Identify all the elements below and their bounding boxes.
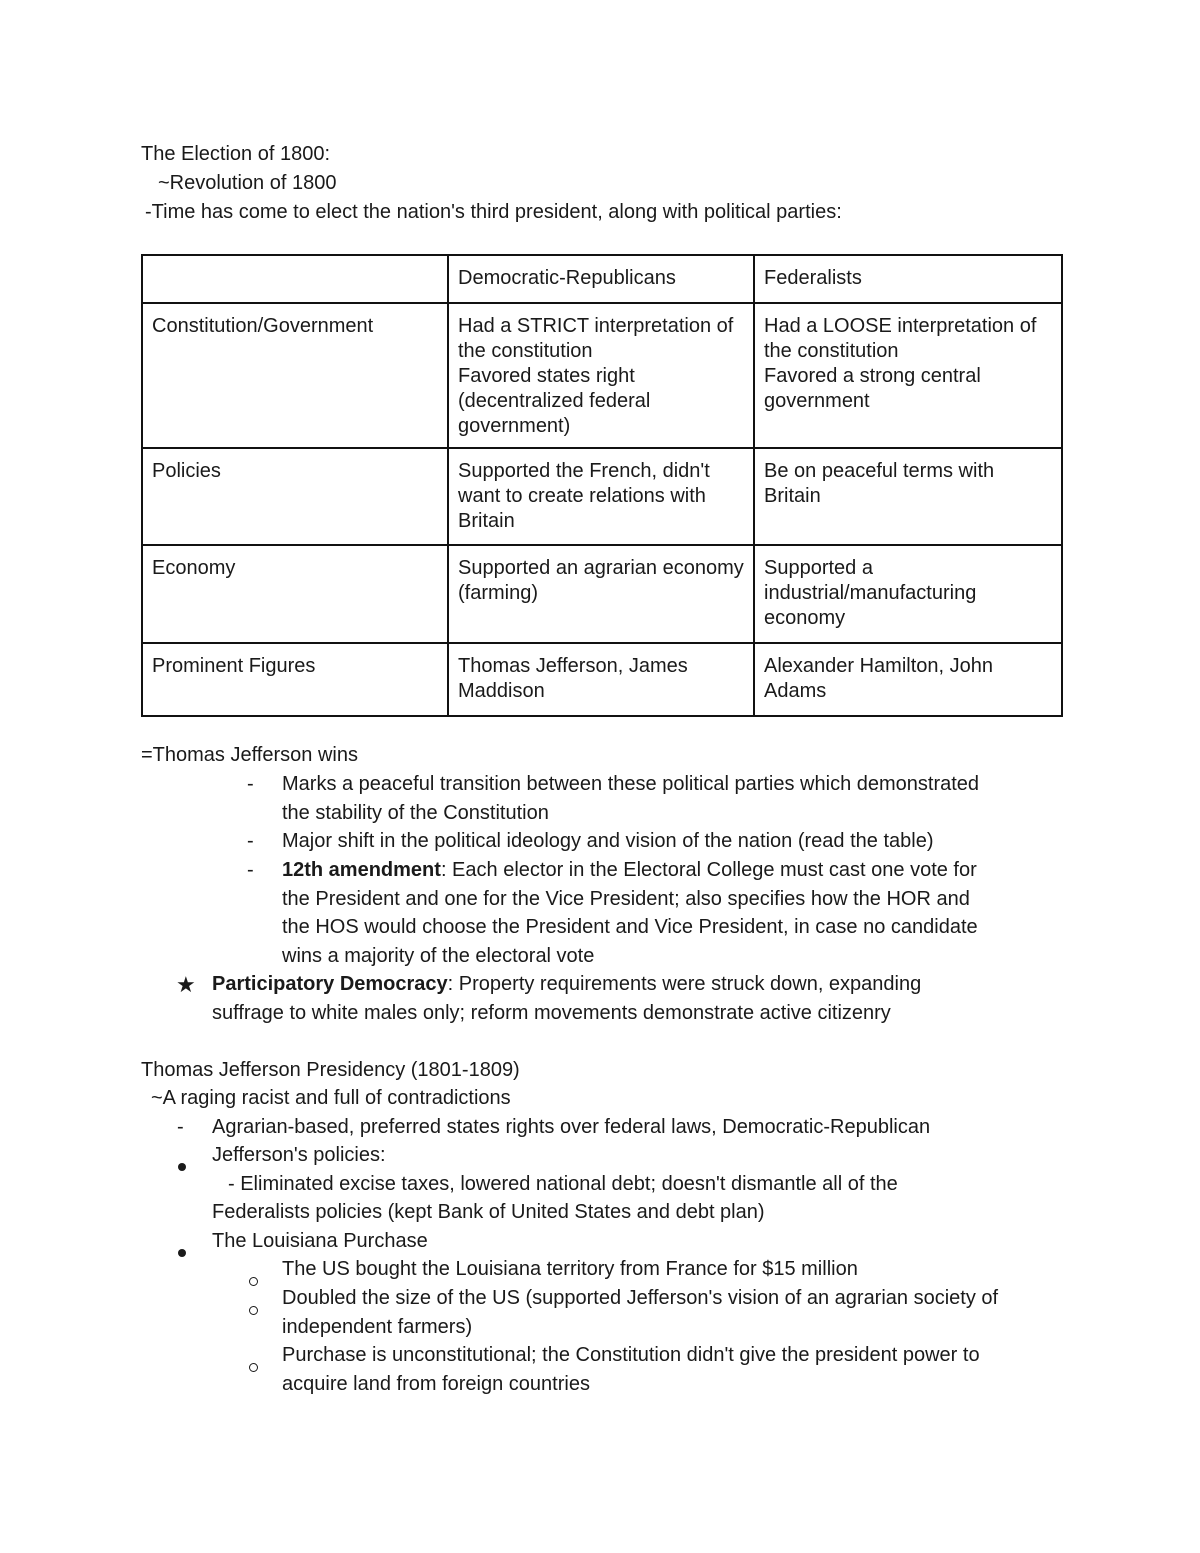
header-cell-empty — [142, 255, 448, 303]
bullet-circle-icon — [249, 1295, 258, 1324]
row-label: Prominent Figures — [142, 643, 448, 716]
table-row-constitution — [142, 303, 1062, 448]
cell-dr — [448, 545, 754, 643]
cell-fed — [754, 303, 1062, 448]
louisiana-sub-3-line-1: Purchase is unconstitutional; the Constitution didn't give the president power to — [282, 1344, 980, 1366]
wins-bullet-2: Major shift in the political ideology and vision of the nation (read the table) — [282, 830, 934, 852]
cell-line: Favored states right (decentralized federal government) — [458, 365, 651, 437]
cell-line: Be on peaceful terms with Britain — [764, 460, 995, 507]
cell-fed — [754, 545, 1062, 643]
wins-bullet-1-line-2: the stability of the Constitution — [282, 802, 549, 824]
wins-bullet-1-line-1: Marks a peaceful transition between these political parties which demonstrated — [282, 773, 980, 795]
party-comparison-table — [141, 254, 1063, 717]
wins-bullet-3-line-2: the President and one for the Vice President; also specifies how the HOR and — [282, 888, 970, 910]
table-header-row — [142, 255, 1062, 303]
wins-bullet-3-line-1 — [282, 856, 977, 885]
dash-bullet: - — [177, 1116, 184, 1138]
participatory-democracy-term: Participatory Democracy — [212, 973, 448, 995]
header-cell-democratic-republicans: Democratic-Republicans — [448, 255, 754, 303]
presidency-bullet-2: Jefferson's policies: — [212, 1144, 386, 1166]
wins-heading: =Thomas Jefferson wins — [141, 744, 358, 766]
presidency-bullet-1: Agrarian-based, preferred states rights over federal laws, Democratic-Republican — [212, 1116, 931, 1138]
amendment-text: : Each elector in the Electoral College must cast one vote for — [440, 859, 977, 881]
section-subtitle-revolution: ~Revolution of 1800 — [158, 172, 337, 194]
cell-line: Had a LOOSE interpretation of the constitution — [764, 315, 1037, 362]
amendment-term: 12th amendment — [282, 859, 441, 881]
bullet-circle-icon — [249, 1266, 258, 1295]
policies-sub-line-1: - Eliminated excise taxes, lowered national debt; doesn't dismantle all of the — [228, 1173, 898, 1195]
bullet-dot-icon — [178, 1237, 186, 1266]
participatory-democracy-text: : Property requirements were struck down, expanding — [447, 973, 922, 995]
section-title-election: The Election of 1800: — [141, 143, 331, 165]
section-subtitle-presidency: ~A raging racist and full of contradictions — [151, 1087, 511, 1109]
cell-line: Alexander Hamilton, John Adams — [764, 655, 994, 702]
row-label: Policies — [142, 448, 448, 545]
table-row-prominent-figures — [142, 643, 1062, 716]
star-icon: ★ — [176, 972, 196, 997]
wins-bullet-3-line-4: wins a majority of the electoral vote — [282, 945, 595, 967]
cell-line: Thomas Jefferson, James Maddison — [458, 655, 688, 702]
cell-dr — [448, 643, 754, 716]
presidency-bullet-3: The Louisiana Purchase — [212, 1230, 428, 1252]
bullet-dot-icon — [178, 1151, 186, 1180]
cell-line: Supported the French, didn't want to create relations with Britain — [458, 460, 710, 532]
bullet-circle-icon — [249, 1352, 258, 1381]
louisiana-sub-2-line-1: Doubled the size of the US (supported Jefferson's vision of an agrarian society of — [282, 1287, 999, 1309]
cell-line: Supported a industrial/manufacturing economy — [764, 557, 977, 629]
section-title-presidency: Thomas Jefferson Presidency (1801-1809) — [141, 1059, 520, 1081]
row-label: Constitution/Government — [142, 303, 448, 448]
cell-fed — [754, 448, 1062, 545]
header-cell-federalists: Federalists — [754, 255, 1062, 303]
table-row-economy — [142, 545, 1062, 643]
star-bullet-line-2: suffrage to white males only; reform movements demonstrate active citizenry — [212, 1002, 891, 1024]
cell-fed — [754, 643, 1062, 716]
wins-bullet-3-line-3: the HOS would choose the President and Vice President, in case no candidate — [282, 916, 978, 938]
cell-dr — [448, 303, 754, 448]
dash-bullet: - — [247, 859, 254, 881]
cell-line: Had a STRICT interpretation of the constitution — [458, 315, 734, 362]
section-intro: -Time has come to elect the nation's third president, along with political parties: — [145, 201, 842, 223]
louisiana-sub-1: The US bought the Louisiana territory from France for $15 million — [282, 1258, 858, 1280]
louisiana-sub-3-line-2: acquire land from foreign countries — [282, 1373, 590, 1395]
cell-dr — [448, 448, 754, 545]
dash-bullet: - — [247, 830, 254, 852]
louisiana-sub-2-line-2: independent farmers) — [282, 1316, 473, 1338]
star-bullet-line-1 — [212, 970, 921, 999]
dash-bullet: - — [247, 773, 254, 795]
row-label: Economy — [142, 545, 448, 643]
table-row-policies — [142, 448, 1062, 545]
cell-line: Favored a strong central government — [764, 365, 981, 412]
cell-line: Supported an agrarian economy (farming) — [458, 557, 744, 604]
policies-sub-line-2: Federalists policies (kept Bank of United States and debt plan) — [212, 1201, 765, 1223]
